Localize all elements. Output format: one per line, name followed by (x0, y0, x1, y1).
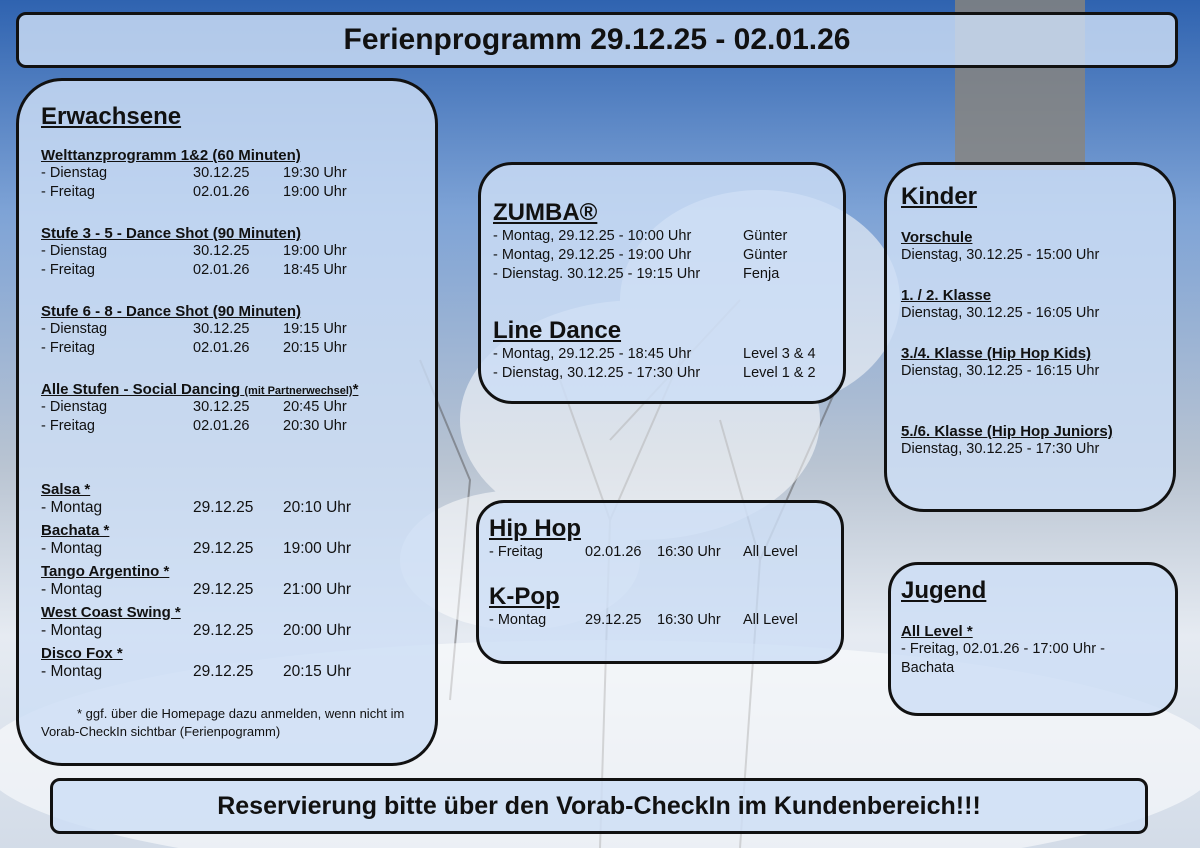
schedule-row: - Freitag 02.01.26 18:45 Uhr (41, 262, 347, 278)
section-title: Stufe 3 - 5 - Dance Shot (90 Minuten) (41, 225, 302, 242)
salsa-section (41, 481, 431, 517)
schedule-row: - Montag 29.12.25 19:00 Uhr (41, 540, 352, 557)
kinder-heading: Kinder (901, 183, 978, 210)
page-title: Ferienprogramm 29.12.25 - 02.01.26 (16, 12, 1178, 68)
erwachsene-heading: Erwachsene (41, 103, 182, 130)
erwachsene-panel (16, 78, 438, 766)
schedule-row: - Dienstag 30.12.25 19:30 Uhr (41, 165, 347, 181)
zumba-heading: ZUMBA® (493, 199, 598, 226)
schedule-row: - Montag 29.12.25 20:10 Uhr (41, 499, 352, 516)
kinder-item: Vorschule Dienstag, 30.12.25 - 15:00 Uhr (901, 229, 1100, 263)
section-title: Salsa * (41, 481, 91, 498)
stufe-6-8-section (41, 303, 431, 358)
hiphop-heading: Hip Hop (489, 515, 581, 542)
schedule-row: - Freitag 02.01.26 20:30 Uhr (41, 418, 347, 434)
kinder-item: 5./6. Klasse (Hip Hop Juniors) Dienstag, 30.12.25 - 17:30 Uhr (901, 423, 1113, 457)
section-title: Alle Stufen - Social Dancing (mit Partnerwechsel)* (41, 381, 359, 398)
reservation-banner: Reservierung bitte über den Vorab-CheckIn im Kundenbereich!!! (50, 778, 1148, 834)
bachata-section (41, 522, 431, 558)
registration-note: * ggf. über die Homepage dazu anmelden, wenn nicht im Vorab-CheckIn sichtbar (Ferienpogramm) (41, 706, 405, 739)
welttanz-section (41, 147, 431, 202)
hiphop-kpop-panel (476, 500, 844, 664)
social-dancing-section (41, 381, 431, 436)
jugend-item: All Level * - Freitag, 02.01.26 - 17:00 Uhr - Bachata (901, 623, 1105, 676)
disco-fox-section (41, 645, 431, 681)
section-title: Tango Argentino * (41, 563, 170, 580)
schedule-row: - Dienstag 30.12.25 19:15 Uhr (41, 321, 347, 337)
schedule-row: - Freitag 02.01.26 20:15 Uhr (41, 340, 347, 356)
section-title: Bachata * (41, 522, 110, 539)
schedule-row: - Dienstag 30.12.25 20:45 Uhr (41, 399, 347, 415)
schedule-row: - Montag, 29.12.25 - 18:45 Uhr Level 3 & 4 (493, 346, 816, 362)
schedule-row: - Dienstag, 30.12.25 - 17:30 Uhr Level 1 & 2 (493, 365, 816, 381)
schedule-row: - Montag 29.12.25 20:15 Uhr (41, 663, 352, 680)
west-coast-swing-section (41, 604, 431, 640)
kpop-heading: K-Pop (489, 583, 560, 610)
stufe-3-5-section (41, 225, 431, 280)
schedule-row: - Dienstag. 30.12.25 - 19:15 Uhr Fenja (493, 266, 780, 282)
schedule-row: - Montag 29.12.25 20:00 Uhr (41, 622, 352, 639)
schedule-row: - Montag, 29.12.25 - 19:00 Uhr Günter (493, 247, 788, 263)
schedule-row: - Montag, 29.12.25 - 10:00 Uhr Günter (493, 228, 788, 244)
kinder-panel (884, 162, 1176, 512)
section-title: Disco Fox * (41, 645, 123, 662)
schedule-row: - Montag 29.12.25 16:30 Uhr All Level (489, 612, 798, 628)
jugend-panel (888, 562, 1178, 716)
kinder-item: 1. / 2. Klasse Dienstag, 30.12.25 - 16:05 Uhr (901, 287, 1100, 321)
schedule-row: - Freitag 02.01.26 19:00 Uhr (41, 184, 347, 200)
kinder-item: 3./4. Klasse (Hip Hop Kids) Dienstag, 30.12.25 - 16:15 Uhr (901, 345, 1100, 379)
schedule-row: - Montag 29.12.25 21:00 Uhr (41, 581, 352, 598)
jugend-heading: Jugend (901, 577, 987, 604)
linedance-heading: Line Dance (493, 317, 622, 344)
section-title: Stufe 6 - 8 - Dance Shot (90 Minuten) (41, 303, 302, 320)
schedule-row: - Freitag 02.01.26 16:30 Uhr All Level (489, 544, 798, 560)
section-title: West Coast Swing * (41, 604, 181, 621)
zumba-linedance-panel (478, 162, 846, 404)
schedule-row: - Dienstag 30.12.25 19:00 Uhr (41, 243, 347, 259)
section-title: Welttanzprogramm 1&2 (60 Minuten) (41, 147, 301, 164)
tango-section (41, 563, 431, 599)
